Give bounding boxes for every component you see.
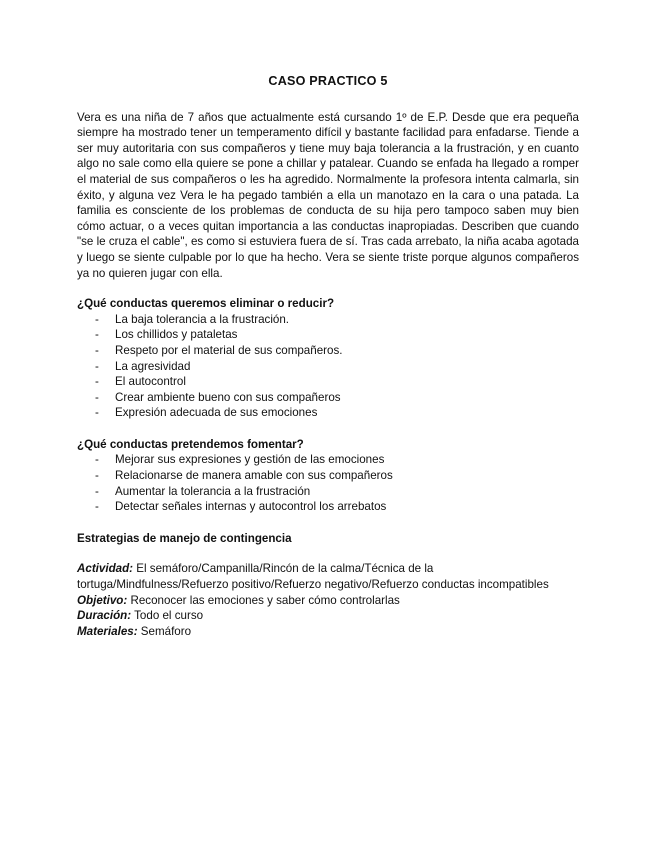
list-item-text: Mejorar sus expresiones y gestión de las emociones bbox=[115, 453, 385, 467]
list-item bbox=[77, 374, 579, 390]
dash-bullet: - bbox=[95, 328, 99, 342]
dash-bullet: - bbox=[95, 453, 99, 467]
list-item bbox=[77, 499, 579, 515]
list-item bbox=[77, 452, 579, 468]
activity-line bbox=[77, 561, 579, 592]
list-item-text: Detectar señales internas y autocontrol los arrebatos bbox=[115, 500, 387, 514]
dash-bullet: - bbox=[95, 359, 99, 373]
dash-bullet: - bbox=[95, 500, 99, 514]
activity-value: El semáforo/Campanilla/Rincón de la calma/Técnica de la tortuga/Mindfulness/Refuerzo positivo/Refuerzo negativo/Refuerzo conductas incompatibles bbox=[77, 562, 549, 592]
list-item-text: El autocontrol bbox=[115, 375, 186, 389]
dash-bullet: - bbox=[95, 469, 99, 483]
activity-sheet bbox=[77, 561, 579, 639]
document-title: CASO PRACTICO 5 bbox=[268, 74, 388, 88]
dash-bullet: - bbox=[95, 406, 99, 420]
duration-value: Todo el curso bbox=[131, 609, 204, 623]
strategies-heading: Estrategias de manejo de contingencia bbox=[77, 531, 292, 545]
reduce-list bbox=[77, 312, 579, 421]
list-item-text: La agresividad bbox=[115, 359, 191, 373]
duration-label: Duración: bbox=[77, 609, 132, 623]
materials-line bbox=[77, 624, 579, 640]
list-item bbox=[77, 484, 579, 500]
activity-label: Actividad: bbox=[77, 562, 134, 576]
dash-bullet: - bbox=[95, 390, 99, 404]
foster-heading: ¿Qué conductas pretendemos fomentar? bbox=[77, 437, 304, 451]
duration-line bbox=[77, 608, 579, 624]
foster-list bbox=[77, 452, 579, 514]
list-item-text: Expresión adecuada de sus emociones bbox=[115, 406, 318, 420]
list-item-text: Relacionarse de manera amable con sus compañeros bbox=[115, 469, 393, 483]
list-item bbox=[77, 343, 579, 359]
case-description: Vera es una niña de 7 años que actualmente está cursando 1º de E.P. Desde que era pequeña siempre ha mostrado tener un temperamento difícil y bastante facilidad para enfadarse. Tiende a ser muy autoritaria con sus compañeros y tiene muy baja tolerancia a la frustración, y en cuanto algo no sale como ella quiere se pone a chillar y patalear. Cuando se enfada ha llegado a romper el material de sus compañeros o les ha agredido. Normalmente la profesora intenta calmarla, sin éxito, y alguna vez Vera le ha pegado también a ella un manotazo en la cara o una patada. La familia es consciente de los problemas de conducta de su hija pero tampoco saben muy bien cómo actuar, o a veces quitan importancia a las conductas inapropiadas. Describen que cuando "se le cruza el cable", es como si estuviera fuera de sí. Tras cada arrebato, la niña acaba agotada y luego se siente culpable por lo que ha hecho. Vera se siente triste porque algunos compañeros ya no quieren jugar con ella. bbox=[77, 110, 579, 280]
list-item-text: Los chillidos y pataletas bbox=[115, 328, 238, 342]
list-item bbox=[77, 390, 579, 406]
dash-bullet: - bbox=[95, 375, 99, 389]
list-item bbox=[77, 312, 579, 328]
list-item-text: Crear ambiente bueno con sus compañeros bbox=[115, 390, 341, 404]
list-item bbox=[77, 468, 579, 484]
dash-bullet: - bbox=[95, 484, 99, 498]
objective-line bbox=[77, 593, 579, 609]
materials-value: Semáforo bbox=[137, 624, 192, 638]
list-item bbox=[77, 405, 579, 421]
materials-label: Materiales: bbox=[77, 624, 138, 638]
list-item bbox=[77, 327, 579, 343]
reduce-heading: ¿Qué conductas queremos eliminar o reducir? bbox=[77, 297, 335, 311]
dash-bullet: - bbox=[95, 312, 99, 326]
dash-bullet: - bbox=[95, 343, 99, 357]
objective-label: Objetivo: bbox=[77, 593, 128, 607]
list-item bbox=[77, 359, 579, 375]
objective-value: Reconocer las emociones y saber cómo controlarlas bbox=[127, 593, 400, 607]
list-item-text: Respeto por el material de sus compañeros. bbox=[115, 343, 343, 357]
list-item-text: La baja tolerancia a la frustración. bbox=[115, 312, 290, 326]
list-item-text: Aumentar la tolerancia a la frustración bbox=[115, 484, 311, 498]
